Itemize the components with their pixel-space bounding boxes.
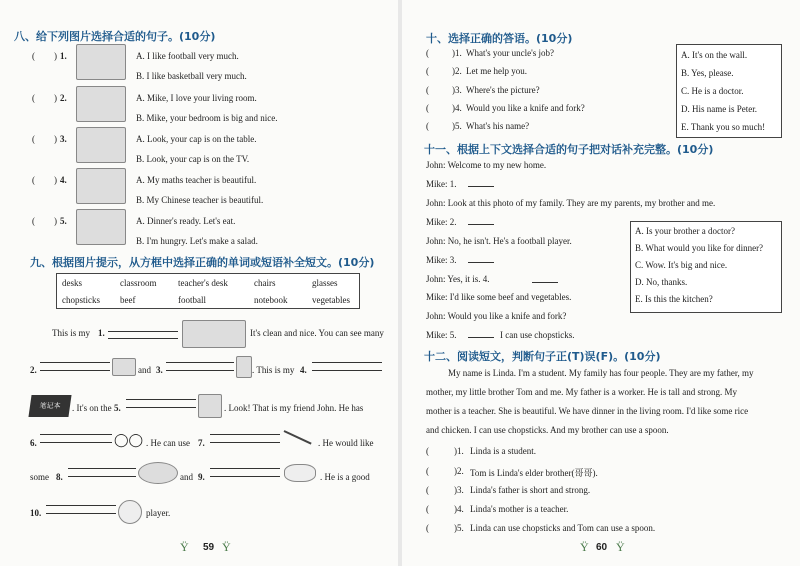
passage-line: My name is Linda. I'm a student. My family has four people. They are my father, my [448, 368, 754, 378]
answer-blank[interactable] [166, 370, 234, 371]
word-option: desks [62, 278, 82, 288]
blank-number: 9. [198, 472, 205, 482]
passage-text: . He can use [146, 438, 190, 448]
answer-paren-open: ( [32, 93, 35, 103]
section-11-title: 十一、根据上下文选择合适的句子把对话补充完整。(10分) [424, 143, 714, 156]
answer-blank[interactable] [108, 331, 178, 332]
answer-blank[interactable] [126, 399, 196, 400]
blank-number: 10. [30, 508, 42, 518]
passage-text: . He would like [318, 438, 374, 448]
tv-icon [76, 127, 126, 163]
answer-paren-open: ( [32, 51, 35, 61]
option-a: A. Mike, I love your living room. [136, 93, 257, 103]
answer-paren-close: ) [54, 93, 57, 103]
answer-blank[interactable] [40, 434, 112, 435]
answer-slot[interactable] [434, 466, 452, 476]
word-option: chopsticks [62, 295, 100, 305]
statement-text: Linda's father is short and strong. [470, 485, 591, 495]
item-number: 4. [60, 175, 67, 185]
section-9-title: 九、根据图片提示，从方框中选择正确的单词或短语补全短文。(10分) [30, 256, 375, 269]
answer-blank[interactable] [68, 468, 136, 469]
answer-paren-close: ) [54, 175, 57, 185]
item-number: )5. [452, 121, 462, 131]
dialogue-line: Mike: 3. [426, 255, 457, 265]
page-number: 59 [203, 542, 215, 553]
answer-paren-open: ( [426, 85, 429, 95]
passage-text: and [138, 365, 151, 375]
item-number: )3. [454, 485, 464, 495]
dialogue-line: Mike: 2. [426, 217, 457, 227]
answer-slot[interactable] [434, 103, 452, 113]
chair-icon [236, 356, 252, 378]
answer-option: C. Wow. It's big and nice. [635, 260, 728, 270]
answer-blank[interactable] [68, 476, 136, 477]
answer-blank[interactable] [468, 337, 494, 338]
word-option: football [178, 295, 206, 305]
answer-paren-open: ( [426, 466, 429, 476]
answer-slot[interactable] [434, 504, 452, 514]
dialogue-line: Mike: I'd like some beef and vegetables. [426, 292, 572, 302]
answer-slot[interactable] [434, 121, 452, 131]
section-12-title: 十二、阅读短文，判断句子正(T)误(F)。(10分) [424, 350, 661, 363]
option-a: A. My maths teacher is beautiful. [136, 175, 257, 185]
answer-blank[interactable] [532, 282, 558, 283]
statement-text: Linda's mother is a teacher. [470, 504, 569, 514]
answer-option: E. Is this the kitchen? [635, 294, 713, 304]
option-b: B. Look, your cap is on the TV. [136, 154, 250, 164]
answer-option: B. What would you like for dinner? [635, 243, 764, 253]
question-text: Where's the picture? [466, 85, 540, 95]
answer-blank[interactable] [210, 468, 280, 469]
option-a: A. I like football very much. [136, 51, 239, 61]
answer-blank[interactable] [468, 224, 494, 225]
answer-option: B. Yes, please. [681, 68, 734, 78]
living-room-icon [76, 86, 126, 122]
answer-paren-open: ( [426, 48, 429, 58]
answer-paren-open: ( [426, 485, 429, 495]
answer-option: D. His name is Peter. [681, 104, 757, 114]
passage-line: mother, my little brother Tom and me. My father is a worker. He is tall and strong. My [426, 387, 738, 397]
option-b: B. My Chinese teacher is beautiful. [136, 195, 264, 205]
blank-number: 8. [56, 472, 63, 482]
answer-blank[interactable] [468, 186, 494, 187]
answer-blank[interactable] [126, 407, 196, 408]
answer-blank[interactable] [210, 434, 280, 435]
answer-option: E. Thank you so much! [681, 122, 766, 132]
answer-blank[interactable] [468, 262, 494, 263]
right-page [402, 0, 800, 566]
answer-paren-open: ( [426, 523, 429, 533]
answer-slot[interactable] [434, 85, 452, 95]
answer-blank[interactable] [40, 370, 110, 371]
dialogue-line: John: Yes, it is. 4. [426, 274, 490, 284]
page-number: 60 [596, 542, 608, 553]
section-8-title: 八、给下列图片选择合适的句子。(10分) [14, 30, 216, 43]
word-option: classroom [120, 278, 157, 288]
item-number: )2. [454, 466, 464, 476]
answer-slot[interactable] [434, 446, 452, 456]
tree-icon: Ÿ [616, 540, 625, 554]
item-number: 3. [60, 134, 67, 144]
answer-paren-close: ) [54, 134, 57, 144]
item-number: )2. [452, 66, 462, 76]
tree-icon: Ÿ [222, 540, 231, 554]
passage-text: . He is a good [320, 472, 370, 482]
answer-blank[interactable] [46, 505, 116, 506]
answer-paren-close: ) [54, 216, 57, 226]
passage-text: It's clean and nice. You can see many [250, 328, 384, 338]
answer-option: D. No, thanks. [635, 277, 688, 287]
notebook-label: 笔记本 [38, 402, 62, 410]
passage-text: player. [146, 508, 171, 518]
tree-icon: Ÿ [580, 540, 589, 554]
chopsticks-icon [284, 430, 312, 444]
answer-slot[interactable] [434, 66, 452, 76]
statement-text: Linda is a student. [470, 446, 536, 456]
left-page [0, 0, 398, 566]
girl-kicking-ball-icon [76, 44, 126, 80]
option-a: A. Look, your cap is on the table. [136, 134, 257, 144]
vegetables-icon [284, 464, 316, 482]
item-number: 5. [60, 216, 67, 226]
word-option: vegetables [312, 295, 350, 305]
option-b: B. I'm hungry. Let's make a salad. [136, 236, 258, 246]
passage-line: mother is a teacher. She is beautiful. We have dinner in the living room. I'd like some rice [426, 406, 749, 416]
passage-text: some [30, 472, 49, 482]
answer-paren-open: ( [32, 216, 35, 226]
dialogue-line: John: Welcome to my new home. [426, 160, 547, 170]
answer-blank[interactable] [166, 362, 234, 363]
word-option: chairs [254, 278, 276, 288]
answer-option: A. It's on the wall. [681, 50, 748, 60]
item-number: )1. [454, 446, 464, 456]
item-number: )4. [452, 103, 462, 113]
dialogue-line: John: Look at this photo of my family. They are my parents, my brother and me. [426, 198, 716, 208]
passage-text: . Look! That is my friend John. He has [224, 403, 364, 413]
passage-text: . It's on the [72, 403, 112, 413]
blank-number: 3. [156, 365, 163, 375]
answer-blank[interactable] [46, 513, 116, 514]
option-b: B. Mike, your bedroom is big and nice. [136, 113, 278, 123]
question-text: Let me help you. [466, 66, 527, 76]
classroom-icon [182, 320, 246, 348]
answer-slot[interactable] [434, 523, 452, 533]
item-number: )3. [452, 85, 462, 95]
blank-number: 5. [114, 403, 121, 413]
dialogue-line: Mike: 5. [426, 330, 457, 340]
desk-icon [112, 358, 136, 376]
question-text: Would you like a knife and fork? [466, 103, 585, 113]
item-number: 1. [60, 51, 67, 61]
answer-option: C. He is a doctor. [681, 86, 744, 96]
dialogue-line: John: Would you like a knife and fork? [426, 311, 567, 321]
option-a: A. Dinner's ready. Let's eat. [136, 216, 236, 226]
glasses-icon: ◯◯ [114, 432, 144, 447]
answer-paren-open: ( [426, 103, 429, 113]
answer-paren-open: ( [426, 121, 429, 131]
answer-blank[interactable] [210, 442, 280, 443]
item-number: 2. [60, 93, 67, 103]
answer-blank[interactable] [40, 442, 112, 443]
word-option: glasses [312, 278, 338, 288]
teacher-icon [76, 168, 126, 204]
football-player-icon [118, 500, 142, 524]
answer-paren-close: ) [54, 51, 57, 61]
dialogue-line: John: No, he isn't. He's a football player. [426, 236, 572, 246]
answer-paren-open: ( [32, 175, 35, 185]
word-option: beef [120, 295, 136, 305]
blank-number: 2. [30, 365, 37, 375]
answer-slot[interactable] [434, 48, 452, 58]
answer-blank[interactable] [312, 362, 382, 363]
blank-number: 6. [30, 438, 37, 448]
passage-text: and [180, 472, 193, 482]
dialogue-line: Mike: 1. [426, 179, 457, 189]
passage-text: . This is my [252, 365, 295, 375]
dialogue-line: I can use chopsticks. [500, 330, 575, 340]
family-dinner-icon [76, 209, 126, 245]
tree-icon: Ÿ [180, 540, 189, 554]
answer-blank[interactable] [210, 476, 280, 477]
answer-option: A. Is your brother a doctor? [635, 226, 735, 236]
word-option: teacher's desk [178, 278, 228, 288]
answer-paren-open: ( [426, 504, 429, 514]
answer-blank[interactable] [40, 362, 110, 363]
passage-line: and chicken. I can use chopsticks. And my brother can use a spoon. [426, 425, 669, 435]
section-10-title: 十、选择正确的答语。(10分) [426, 32, 573, 45]
item-number: )1. [452, 48, 462, 58]
blank-number: 7. [198, 438, 205, 448]
option-b: B. I like basketball very much. [136, 71, 247, 81]
answer-paren-open: ( [426, 446, 429, 456]
beef-icon [138, 462, 178, 484]
blank-number: 1. [98, 328, 105, 338]
item-number: )5. [454, 523, 464, 533]
answer-paren-open: ( [32, 134, 35, 144]
word-option: notebook [254, 295, 288, 305]
statement-text: Tom is Linda's elder brother(哥哥). [470, 468, 598, 478]
passage-text: This is my [52, 328, 91, 338]
question-text: What's your uncle's job? [466, 48, 554, 58]
notebook-icon [28, 395, 71, 417]
answer-slot[interactable] [434, 485, 452, 495]
question-text: What's his name? [466, 121, 530, 131]
teachers-desk-icon [198, 394, 222, 418]
answer-paren-open: ( [426, 66, 429, 76]
blank-number: 4. [300, 365, 307, 375]
item-number: )4. [454, 504, 464, 514]
statement-text: Linda can use chopsticks and Tom can use a spoon. [470, 523, 656, 533]
answer-blank[interactable] [312, 370, 382, 371]
answer-blank[interactable] [108, 338, 178, 339]
